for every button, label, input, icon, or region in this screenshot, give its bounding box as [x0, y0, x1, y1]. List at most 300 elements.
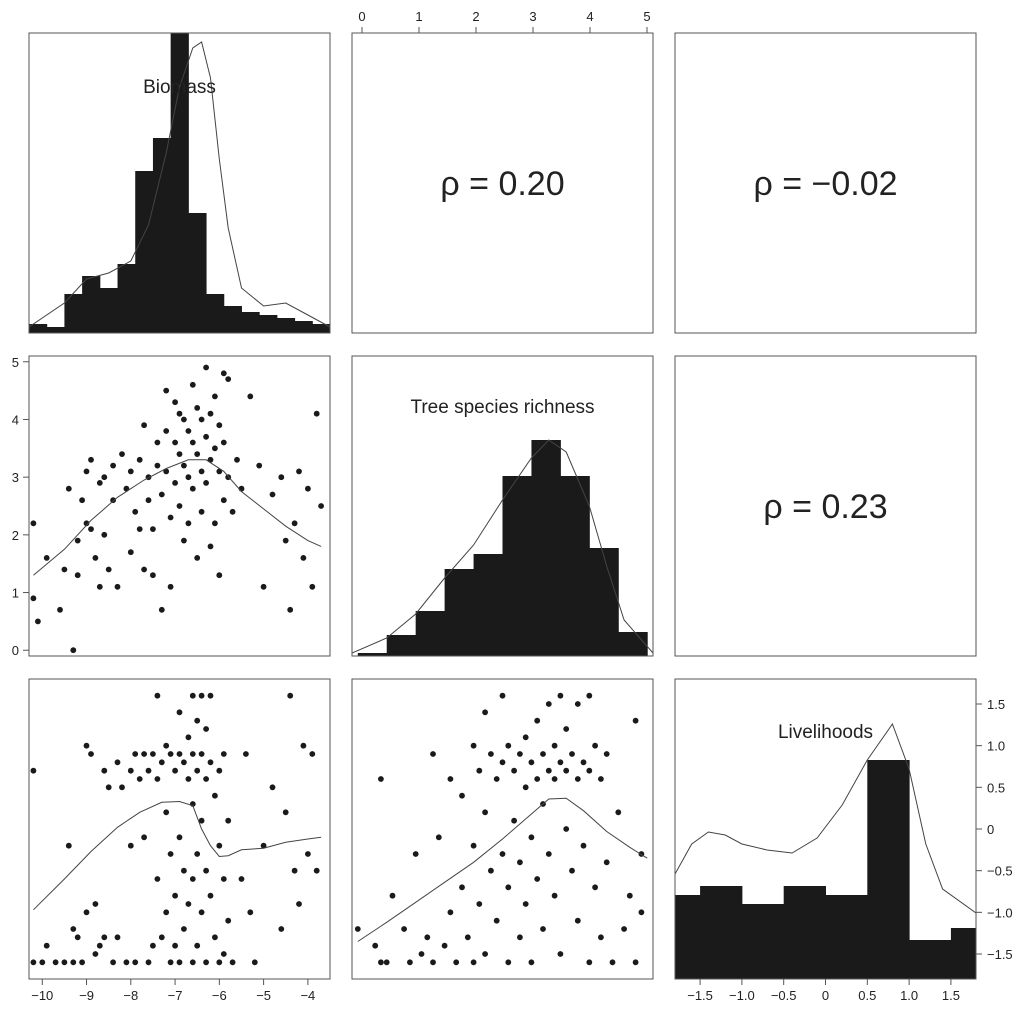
biomass-livelihoods-point: [225, 918, 231, 924]
richness-livelihoods-point: [517, 859, 523, 865]
biomass-livelihoods-point: [163, 809, 169, 815]
biomass-livelihoods-point: [186, 901, 192, 907]
biomass-richness-point: [287, 607, 293, 613]
richness-livelihoods-point: [546, 768, 552, 774]
biomass-livelihoods-point: [168, 751, 174, 757]
biomass-richness-point: [101, 474, 107, 480]
livelihoods-histogram-bar: [951, 928, 977, 979]
panel-scatter-richness-livelihoods: [352, 679, 653, 979]
richness-livelihoods-point: [523, 901, 529, 907]
biomass-richness-point: [212, 520, 218, 526]
richness-livelihoods-point: [378, 959, 384, 965]
tick-label: 0: [11, 643, 19, 659]
richness-livelihoods-point: [534, 776, 540, 782]
tick-label: −0.5: [987, 863, 1013, 879]
biomass-richness-point: [305, 486, 311, 492]
richness-livelihoods-point: [459, 884, 465, 890]
tick-label: −0.5: [770, 988, 797, 1003]
biomass-richness-point: [208, 544, 214, 550]
biomass-bottom-axis: [31, 979, 315, 1003]
richness-livelihoods-point: [436, 834, 442, 840]
richness-livelihoods-point: [488, 751, 494, 757]
richness-livelihoods-point: [534, 718, 540, 724]
biomass-richness-point: [230, 509, 236, 515]
biomass-histogram-bar: [82, 276, 100, 333]
tick-label: −9: [79, 988, 94, 1003]
biomass-richness-point: [106, 567, 112, 573]
tick-label: −10: [31, 988, 54, 1003]
biomass-richness-point: [177, 451, 183, 457]
richness-livelihoods-point: [494, 776, 500, 782]
biomass-livelihoods-point: [53, 959, 59, 965]
biomass-livelihoods-point: [186, 734, 192, 740]
richness-livelihoods-point: [372, 943, 378, 949]
biomass-richness-point: [110, 463, 116, 469]
biomass-richness-points: [31, 365, 325, 653]
biomass-livelihoods-point: [177, 834, 183, 840]
biomass-richness-point: [199, 417, 205, 423]
biomass-richness-point: [141, 422, 147, 428]
biomass-livelihoods-point: [181, 868, 187, 874]
biomass-richness-point: [177, 411, 183, 417]
biomass-livelihoods-point: [194, 943, 200, 949]
richness-livelihoods-point: [633, 959, 639, 965]
richness-livelihoods-point: [482, 951, 488, 957]
biomass-richness-point: [270, 492, 276, 498]
biomass-histogram-bar: [188, 213, 206, 333]
biomass-histogram-bar: [295, 321, 313, 333]
richness-livelihoods-point: [505, 884, 511, 890]
biomass-livelihoods-point: [75, 934, 81, 940]
biomass-richness-point: [234, 457, 240, 463]
biomass-richness-point: [203, 365, 209, 371]
biomass-histogram-bar: [241, 312, 259, 333]
biomass-livelihoods-point: [70, 926, 76, 932]
biomass-livelihoods-point: [296, 901, 302, 907]
biomass-richness-point: [194, 555, 200, 561]
richness-livelihoods-point: [586, 959, 592, 965]
biomass-richness-point: [168, 584, 174, 590]
biomass-richness-point: [31, 520, 37, 526]
richness-livelihoods-point: [453, 959, 459, 965]
richness-livelihoods-point: [390, 893, 396, 899]
biomass-richness-point: [203, 434, 209, 440]
richness-livelihoods-point: [500, 759, 506, 765]
biomass-livelihoods-point: [177, 709, 183, 715]
biomass-livelihoods-point: [146, 959, 152, 965]
biomass-livelihoods-point: [216, 843, 222, 849]
panel-frame: [29, 679, 330, 979]
tick-label: −4: [300, 988, 316, 1003]
tick-label: 0: [821, 988, 830, 1003]
biomass-livelihoods-point: [199, 693, 205, 699]
biomass-richness-point: [137, 526, 143, 532]
richness-livelihoods-point: [592, 743, 598, 749]
tick-label: −5: [256, 988, 272, 1003]
biomass-livelihoods-point: [190, 876, 196, 882]
biomass-richness-point: [150, 526, 156, 532]
biomass-richness-point: [216, 572, 222, 578]
biomass-richness-point: [62, 567, 68, 573]
biomass-livelihoods-point: [62, 959, 68, 965]
richness-livelihoods-point: [430, 959, 436, 965]
tick-label: 4: [586, 9, 594, 24]
biomass-richness-point: [128, 469, 134, 475]
biomass-richness-loess-line: [33, 460, 321, 575]
biomass-livelihoods-point: [146, 768, 152, 774]
biomass-livelihoods-point: [270, 784, 276, 790]
biomass-richness-point: [132, 509, 138, 515]
panel-scatter-biomass-richness: [29, 356, 330, 656]
biomass-richness-point: [212, 394, 218, 400]
livelihoods-right-axis: [976, 697, 1013, 962]
biomass-livelihoods-point: [93, 901, 99, 907]
biomass-richness-point: [292, 520, 298, 526]
richness-livelihoods-point: [471, 959, 477, 965]
tick-label: 1.0: [900, 988, 919, 1003]
richness-livelihoods-point: [604, 751, 610, 757]
biomass-richness-point: [181, 417, 187, 423]
tick-label: 0.5: [987, 780, 1006, 796]
biomass-richness-point: [278, 474, 284, 480]
richness-histogram-bar: [474, 554, 503, 656]
biomass-livelihoods-point: [190, 693, 196, 699]
richness-livelihoods-point: [534, 876, 540, 882]
biomass-histogram-bar: [224, 306, 242, 333]
biomass-livelihoods-point: [208, 893, 214, 899]
tick-label: 5: [11, 354, 19, 370]
biomass-livelihoods-point: [110, 959, 116, 965]
richness-livelihoods-point: [563, 768, 569, 774]
biomass-richness-point: [159, 492, 165, 498]
tick-label: 1.5: [941, 988, 960, 1003]
biomass-livelihoods-point: [212, 793, 218, 799]
tick-label: 0: [358, 9, 366, 24]
biomass-livelihoods-point: [212, 934, 218, 940]
biomass-histogram-bar: [206, 294, 224, 333]
richness-livelihoods-points: [355, 693, 644, 965]
biomass-livelihoods-point: [203, 959, 209, 965]
biomass-livelihoods-point: [203, 868, 209, 874]
biomass-richness-point: [155, 463, 161, 469]
richness-livelihoods-point: [598, 934, 604, 940]
biomass-richness-point: [203, 480, 209, 486]
richness-livelihoods-point: [448, 909, 454, 915]
biomass-histogram-bar: [135, 171, 153, 333]
richness-livelihoods-point: [621, 926, 627, 932]
livelihoods-density-curve: [675, 724, 976, 913]
richness-livelihoods-point: [610, 959, 616, 965]
biomass-livelihoods-point: [181, 759, 187, 765]
richness-livelihoods-point: [407, 959, 413, 965]
richness-livelihoods-point: [569, 751, 575, 757]
richness-livelihoods-point: [558, 759, 564, 765]
biomass-histogram-bar: [259, 315, 277, 333]
livelihoods-histogram-bar: [784, 886, 826, 979]
biomass-livelihoods-point: [66, 843, 72, 849]
biomass-richness-point: [225, 376, 231, 382]
biomass-livelihoods-point: [101, 934, 107, 940]
biomass-livelihoods-point: [84, 743, 90, 749]
richness-livelihoods-point: [627, 893, 633, 899]
panel-scatter-biomass-livelihoods: [29, 679, 330, 979]
biomass-richness-point: [75, 572, 81, 578]
biomass-richness-point: [186, 474, 192, 480]
richness-top-axis: [358, 9, 650, 33]
tick-label: 1: [415, 9, 423, 24]
richness-histogram-bar: [445, 569, 474, 656]
panel-richness-histogram: [352, 356, 653, 656]
biomass-livelihoods-point: [163, 743, 169, 749]
biomass-richness-point: [318, 503, 324, 509]
richness-livelihoods-point: [494, 918, 500, 924]
tick-label: −6: [211, 988, 227, 1003]
biomass-livelihoods-point: [31, 768, 37, 774]
panel-rho-biomass-livelihoods: [675, 33, 976, 333]
livelihoods-bottom-axis: [687, 979, 960, 1003]
biomass-richness-point: [172, 480, 178, 486]
richness-livelihoods-point: [575, 701, 581, 707]
biomass-histogram-bar: [47, 327, 65, 333]
biomass-richness-point: [221, 370, 227, 376]
biomass-richness-point: [199, 469, 205, 475]
richness-livelihoods-point: [424, 934, 430, 940]
biomass-livelihoods-point: [88, 751, 94, 757]
biomass-richness-point: [221, 497, 227, 503]
richness-livelihoods-point: [592, 884, 598, 890]
tick-label: 3: [529, 9, 537, 24]
biomass-richness-point: [163, 428, 169, 434]
richness-livelihoods-point: [529, 959, 535, 965]
biomass-livelihoods-point: [168, 851, 174, 857]
biomass-livelihoods-point: [221, 751, 227, 757]
biomass-richness-point: [216, 422, 222, 428]
biomass-richness-point: [66, 486, 72, 492]
biomass-livelihoods-point: [106, 784, 112, 790]
richness-livelihoods-point: [482, 809, 488, 815]
richness-livelihoods-point: [517, 751, 523, 757]
richness-livelihoods-point: [419, 951, 425, 957]
panel-rho-richness-livelihoods: [675, 356, 976, 656]
biomass-richness-point: [75, 538, 81, 544]
livelihoods-histogram-bar: [742, 904, 784, 979]
biomass-livelihoods-point: [84, 909, 90, 915]
richness-livelihoods-point: [448, 776, 454, 782]
biomass-livelihoods-point: [128, 843, 134, 849]
biomass-livelihoods-point: [194, 851, 200, 857]
biomass-livelihoods-point: [97, 943, 103, 949]
richness-livelihoods-point: [598, 776, 604, 782]
biomass-richness-point: [194, 451, 200, 457]
richness-livelihoods-point: [500, 693, 506, 699]
biomass-richness-point: [57, 607, 63, 613]
biomass-richness-point: [261, 584, 267, 590]
biomass-livelihoods-point: [203, 776, 209, 782]
biomass-livelihoods-point: [79, 959, 85, 965]
biomass-livelihoods-point: [216, 959, 222, 965]
tick-label: 0: [987, 822, 995, 837]
biomass-livelihoods-point: [172, 893, 178, 899]
biomass-livelihoods-point: [221, 876, 227, 882]
tick-label: 4: [11, 412, 19, 428]
richness-livelihoods-point: [471, 843, 477, 849]
biomass-richness-point: [110, 497, 116, 503]
biomass-livelihoods-point: [119, 784, 125, 790]
biomass-livelihoods-point: [283, 809, 289, 815]
biomass-livelihoods-point: [172, 943, 178, 949]
biomass-livelihoods-point: [194, 768, 200, 774]
biomass-livelihoods-point: [155, 776, 161, 782]
biomass-livelihoods-point: [230, 959, 236, 965]
tick-label: −1.0: [729, 988, 755, 1003]
biomass-richness-point: [35, 619, 41, 625]
tick-label: 2: [472, 9, 480, 24]
biomass-livelihoods-point: [314, 868, 320, 874]
richness-livelihoods-point: [586, 768, 592, 774]
biomass-livelihoods-point: [150, 943, 156, 949]
richness-livelihoods-point: [581, 843, 587, 849]
richness-livelihoods-point: [529, 834, 535, 840]
biomass-richness-point: [190, 486, 196, 492]
biomass-livelihoods-point: [172, 768, 178, 774]
biomass-richness-point: [309, 584, 315, 590]
biomass-livelihoods-point: [141, 751, 147, 757]
livelihoods-histogram-bars: [675, 724, 977, 979]
biomass-livelihoods-point: [186, 776, 192, 782]
biomass-richness-point: [93, 555, 99, 561]
biomass-richness-point: [177, 503, 183, 509]
richness-livelihoods-point: [511, 768, 517, 774]
richness-livelihoods-point: [575, 776, 581, 782]
richness-histogram-bars: [352, 440, 653, 656]
biomass-livelihoods-point: [115, 934, 121, 940]
biomass-richness-point: [79, 497, 85, 503]
richness-livelihoods-point: [355, 926, 361, 932]
biomass-richness-point: [101, 532, 107, 538]
biomass-livelihoods-point: [199, 909, 205, 915]
biomass-livelihoods-point: [70, 959, 76, 965]
richness-histogram-bar: [618, 632, 647, 656]
biomass-livelihoods-point: [31, 959, 37, 965]
richness-livelihoods-point: [442, 943, 448, 949]
richness-livelihoods-point: [633, 718, 639, 724]
tick-label: −8: [123, 988, 139, 1003]
richness-livelihoods-point: [459, 793, 465, 799]
richness-livelihoods-point: [604, 859, 610, 865]
richness-histogram-bar: [560, 476, 589, 656]
richness-livelihoods-point: [413, 851, 419, 857]
richness-livelihoods-point: [488, 868, 494, 874]
richness-livelihoods-point: [378, 776, 384, 782]
biomass-livelihoods-point: [163, 909, 169, 915]
richness-livelihoods-point: [558, 951, 564, 957]
richness-livelihoods-point: [476, 768, 482, 774]
biomass-livelihoods-point: [141, 834, 147, 840]
biomass-richness-point: [190, 382, 196, 388]
biomass-histogram-bar: [153, 138, 171, 333]
rho-richness-livelihoods-label: ρ = 0.23: [763, 488, 888, 526]
biomass-livelihoods-point: [155, 876, 161, 882]
richness-livelihoods-point: [500, 851, 506, 857]
biomass-richness-point: [283, 538, 289, 544]
richness-panel-title: Tree species richness: [410, 397, 595, 418]
biomass-livelihoods-point: [39, 959, 45, 965]
biomass-richness-point: [186, 520, 192, 526]
panel-livelihoods-histogram: [675, 679, 977, 979]
biomass-livelihoods-point: [190, 751, 196, 757]
biomass-richness-point: [172, 399, 178, 405]
tick-label: 3: [11, 470, 19, 486]
biomass-livelihoods-point: [132, 751, 138, 757]
richness-livelihoods-point: [575, 918, 581, 924]
biomass-richness-point: [84, 469, 90, 475]
biomass-livelihoods-point: [301, 743, 307, 749]
biomass-livelihoods-point: [247, 909, 253, 915]
biomass-richness-point: [141, 567, 147, 573]
biomass-richness-point: [186, 428, 192, 434]
tick-label: −1.5: [687, 988, 713, 1003]
richness-livelihoods-point: [563, 826, 569, 832]
biomass-richness-point: [221, 440, 227, 446]
tick-label: 5: [643, 9, 651, 24]
biomass-livelihoods-point: [132, 959, 138, 965]
tick-label: −7: [167, 988, 183, 1003]
biomass-richness-point: [181, 538, 187, 544]
biomass-richness-point: [97, 584, 103, 590]
biomass-livelihoods-point: [216, 768, 222, 774]
biomass-richness-point: [159, 607, 165, 613]
richness-livelihoods-point: [401, 926, 407, 932]
biomass-livelihoods-point: [203, 726, 209, 732]
biomass-livelihoods-point: [190, 959, 196, 965]
richness-livelihoods-point: [476, 901, 482, 907]
livelihoods-panel-title: Livelihoods: [777, 722, 874, 743]
biomass-livelihoods-point: [115, 759, 121, 765]
livelihoods-histogram-bar: [909, 940, 951, 979]
biomass-livelihoods-point: [137, 776, 143, 782]
panel-rho-biomass-richness: [352, 33, 653, 333]
richness-livelihoods-point: [517, 934, 523, 940]
livelihoods-histogram-bar: [867, 760, 909, 979]
richness-histogram-bar: [503, 476, 532, 656]
tick-label: 1: [11, 585, 19, 601]
biomass-richness-point: [172, 440, 178, 446]
richness-livelihoods-point: [523, 734, 529, 740]
biomass-livelihoods-point: [305, 851, 311, 857]
richness-livelihoods-point: [581, 759, 587, 765]
biomass-livelihoods-point: [124, 959, 130, 965]
biomass-richness-point: [119, 451, 125, 457]
biomass-richness-point: [181, 463, 187, 469]
biomass-livelihoods-point: [278, 926, 284, 932]
biomass-histogram-bar: [118, 264, 136, 333]
biomass-richness-point: [212, 445, 218, 451]
biomass-richness-point: [88, 526, 94, 532]
biomass-livelihoods-point: [208, 693, 214, 699]
biomass-richness-point: [128, 549, 134, 555]
biomass-histogram-bar: [277, 318, 295, 333]
biomass-richness-point: [31, 595, 37, 601]
biomass-livelihoods-point: [101, 768, 107, 774]
biomass-livelihoods-point: [150, 751, 156, 757]
richness-livelihoods-point: [529, 759, 535, 765]
biomass-richness-point: [146, 497, 152, 503]
biomass-richness-point: [208, 411, 214, 417]
richness-livelihoods-point: [569, 868, 575, 874]
richness-livelihoods-point: [523, 784, 529, 790]
richness-histogram-bar: [387, 635, 416, 656]
biomass-richness-point: [256, 463, 262, 469]
